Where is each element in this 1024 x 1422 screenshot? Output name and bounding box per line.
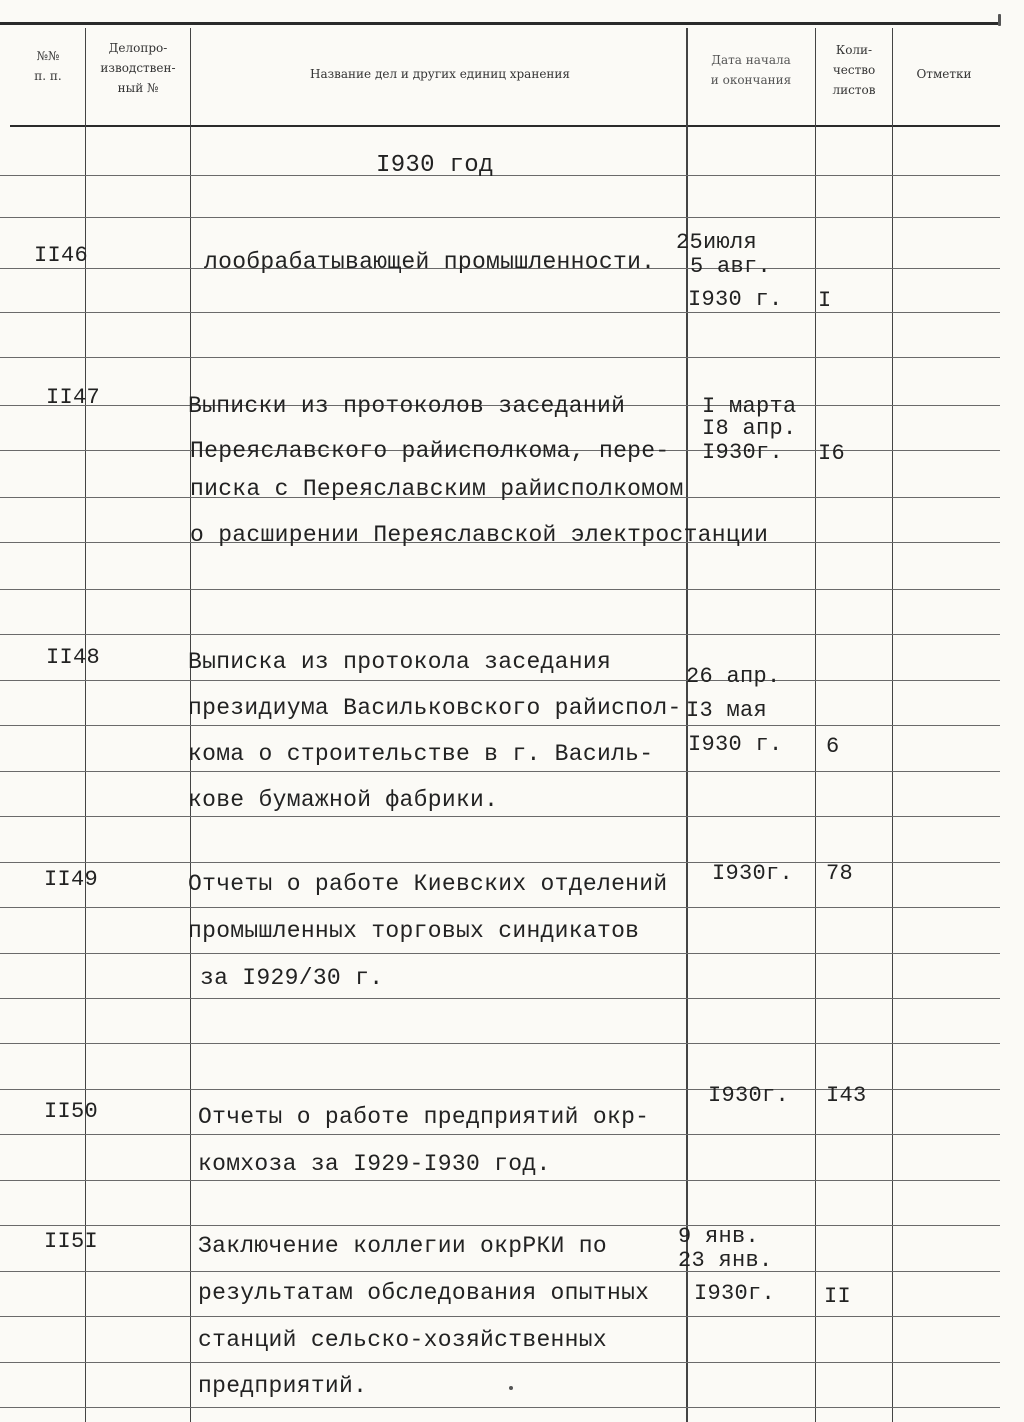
ruled-line — [0, 589, 1000, 590]
section-title: I930 год — [376, 152, 494, 179]
ink-speck — [509, 1386, 513, 1390]
ruled-line — [0, 1316, 1000, 1317]
ruled-line — [0, 998, 1000, 999]
ruled-line — [0, 725, 1000, 726]
record-sheets: I43 — [826, 1083, 867, 1108]
record-number: II48 — [46, 645, 101, 670]
record-date-line: 9 янв. — [678, 1224, 760, 1249]
header-col-notes-text: Отметки — [916, 67, 972, 81]
record-date-line: 25июля — [676, 230, 758, 255]
record-title-line: кома о строительстве в г. Василь- — [188, 741, 654, 767]
record-date-line: I930г. — [694, 1281, 776, 1306]
ruled-line — [0, 680, 1000, 681]
record-title-line: станций сельско-хозяйственных — [198, 1327, 607, 1353]
record-number: II49 — [44, 867, 99, 892]
record-title-line: президиума Васильковского райиспол- — [188, 695, 682, 721]
record-number: II50 — [44, 1099, 99, 1124]
header-col-dates-line-2: и окончания — [710, 73, 792, 87]
header-col-title — [200, 64, 680, 84]
ruled-line — [0, 312, 1000, 313]
header-col-dates — [690, 50, 812, 90]
record-title-line: Выписка из протокола заседания — [188, 649, 612, 675]
record-title-line: о расширении Переяславской электростанции — [190, 522, 769, 548]
record-date-line: I930 г. — [688, 732, 783, 757]
ruled-line — [0, 1043, 1000, 1044]
header-col-office-number — [92, 38, 184, 98]
record-date-line: I930г. — [708, 1083, 790, 1108]
ink-speck — [998, 14, 1001, 26]
record-date-line: 5 авг. — [690, 254, 772, 279]
record-sheets: II — [824, 1284, 852, 1309]
header-col-office-number-line-1: Делопро- — [108, 41, 168, 55]
header-col-office-number-line-3: ный № — [117, 81, 159, 95]
record-title-line: лообрабатывающей промышленности. — [204, 249, 656, 275]
record-title-line: писка с Переяславским райисполкомом — [190, 476, 684, 502]
record-title-line: кове бумажной фабрики. — [188, 787, 499, 813]
record-sheets: 6 — [826, 734, 840, 759]
record-title-line: Переяславского райисполкома, пере- — [190, 438, 670, 464]
record-date-line: I930 г. — [688, 287, 783, 312]
record-sheets: I — [818, 288, 832, 313]
header-col-sheets-line-1: Коли- — [835, 43, 873, 57]
header-col-number-line-1: №№ — [36, 49, 60, 63]
record-date-line: I марта — [702, 394, 797, 419]
ruled-line — [0, 953, 1000, 954]
record-title-line: Отчеты о работе Киевских отделений — [188, 871, 668, 897]
ruled-line — [0, 816, 1000, 817]
record-title-line: Заключение коллегии окрРКИ по — [198, 1233, 607, 1259]
ruled-line — [0, 1362, 1000, 1363]
header-col-notes — [898, 64, 990, 84]
header-col-office-number-line-2: изводствен- — [100, 61, 176, 75]
header-col-sheets-line-3: листов — [832, 83, 876, 97]
ruled-line — [0, 1407, 1000, 1408]
record-title-line: Выписки из протоколов заседаний — [188, 393, 626, 419]
header-col-dates-line-1: Дата начала — [711, 53, 791, 67]
record-number: II47 — [46, 385, 101, 410]
top-border — [0, 22, 1000, 25]
record-title-line: за I929/30 г. — [200, 965, 384, 991]
record-sheets: 78 — [826, 861, 854, 886]
record-title-line: комхоза за I929-I930 год. — [198, 1151, 551, 1177]
ruled-line — [0, 1134, 1000, 1135]
record-date-line: I930г. — [712, 861, 794, 886]
ruled-line — [0, 771, 1000, 772]
record-date-line: I3 мая — [686, 698, 768, 723]
header-bottom-border — [10, 125, 1000, 127]
header-col-sheets — [818, 40, 890, 100]
ruled-line — [0, 1180, 1000, 1181]
record-number: II46 — [34, 243, 89, 268]
ruled-line — [0, 357, 1000, 358]
record-number: II5I — [44, 1229, 99, 1254]
record-date-line: I8 апр. — [702, 416, 797, 441]
record-title-line: предприятий. — [198, 1373, 368, 1399]
ruled-line — [0, 217, 1000, 218]
ruled-line — [0, 1271, 1000, 1272]
ruled-line — [0, 634, 1000, 635]
ruled-line — [0, 175, 1000, 176]
record-title-line: результатам обследования опытных — [198, 1280, 650, 1306]
record-sheets: I6 — [818, 441, 846, 466]
record-title-line: Отчеты о работе предприятий окр- — [198, 1104, 650, 1130]
ruled-line — [0, 1225, 1000, 1226]
header-col-title-text: Название дел и других единиц хранения — [309, 67, 570, 81]
record-date-line: I930г. — [702, 440, 784, 465]
record-date-line: 23 янв. — [678, 1248, 773, 1273]
ruled-line — [0, 907, 1000, 908]
header-col-number-line-2: п. п. — [34, 69, 62, 83]
header-col-number — [18, 46, 78, 86]
header-col-sheets-line-2: чество — [832, 63, 876, 77]
record-title-line: промышленных торговых синдикатов — [188, 918, 640, 944]
record-date-line: 26 апр. — [686, 664, 781, 689]
